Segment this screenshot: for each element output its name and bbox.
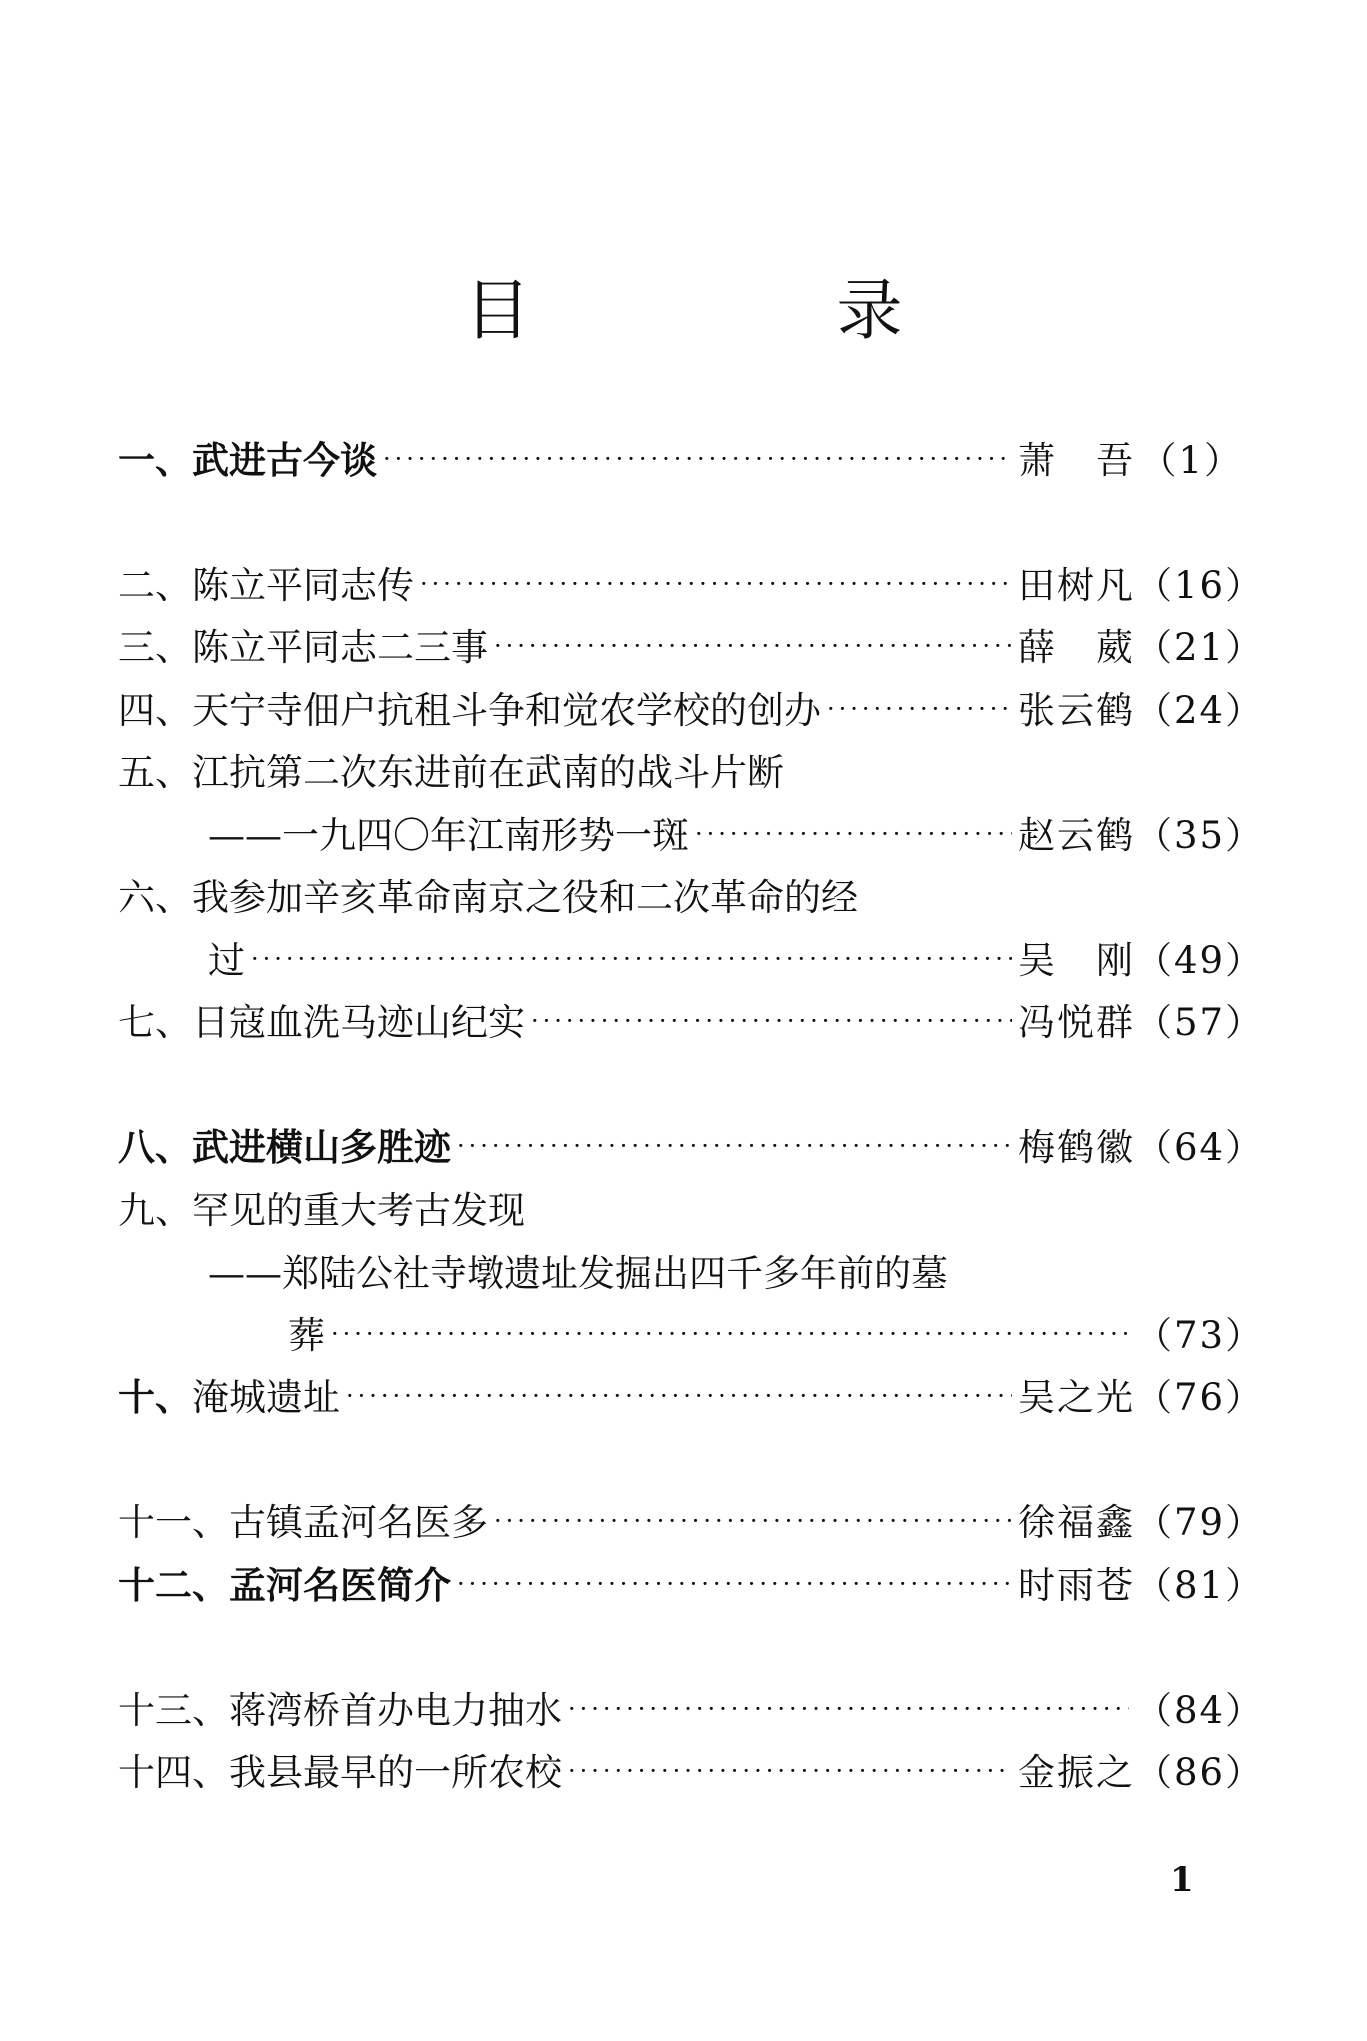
- toc-entry-page: （ 16 ）: [1135, 567, 1243, 604]
- toc-entry-author: 吴之光: [1018, 1375, 1135, 1419]
- toc-entry-number: 八、: [118, 1124, 192, 1169]
- toc-entry-author: 萧 吾: [1018, 438, 1135, 482]
- toc-entry-title: 陈立平同志二三事: [192, 625, 488, 669]
- toc-entry-author: 张云鹤: [1018, 688, 1135, 732]
- toc-entry-number: 十三、: [118, 1688, 229, 1732]
- toc-entry-page: （ 73 ）: [1135, 1317, 1243, 1354]
- toc-entry-subtitle: ——郑陆公社寺墩遗址发掘出四千多年前的墓: [208, 1251, 948, 1295]
- toc-entry-page: （ 64 ）: [1135, 1129, 1243, 1166]
- toc-entry-page: （ 1 ）: [1135, 442, 1243, 479]
- toc-entry-author: 田树凡: [1018, 563, 1135, 607]
- toc-leader-dots: [420, 572, 1012, 609]
- toc-entry-number: 十四、: [118, 1750, 229, 1794]
- toc-entry-continuation: 过: [208, 938, 245, 982]
- toc-entry-9-subtitle-line: [208, 1243, 948, 1303]
- toc-entry-5-title-line: [118, 742, 784, 802]
- toc-entry-8: [118, 1117, 1243, 1177]
- toc-entry-13: [118, 1680, 1243, 1740]
- toc-entry-number: 九、: [118, 1188, 192, 1232]
- toc-entry-title: 武进横山多胜迹: [192, 1124, 451, 1169]
- toc-entry-page: （ 84 ）: [1135, 1692, 1243, 1729]
- toc-entry-title: 古镇孟河名医多: [229, 1500, 488, 1544]
- toc-leader-dots: [346, 1384, 1012, 1421]
- toc-entry-title: 罕见的重大考古发现: [192, 1188, 525, 1232]
- toc-entry-title: 淹城遗址: [192, 1375, 340, 1419]
- toc-leader-dots: [331, 1322, 1129, 1359]
- toc-entry-number: 七、: [118, 1000, 192, 1044]
- page-title: 目 录: [464, 272, 1023, 349]
- toc-entry-11: [118, 1492, 1243, 1552]
- toc-entry-number: 四、: [118, 688, 192, 732]
- toc-entry-page: （ 24 ）: [1135, 692, 1243, 729]
- toc-entry-author: 吴 刚: [1018, 938, 1135, 982]
- toc-entry-5: [208, 805, 1243, 865]
- toc-entry-continuation: 葬: [288, 1313, 325, 1357]
- toc-leader-dots: [568, 1759, 1012, 1796]
- toc-entry-page: （ 76 ）: [1135, 1379, 1243, 1416]
- toc-entry-page: （ 57 ）: [1135, 1004, 1243, 1041]
- toc-entry-subtitle: ——一九四〇年江南形势一斑: [208, 813, 689, 857]
- toc-entry-title: 天宁寺佃户抗租斗争和觉农学校的创办: [192, 688, 821, 732]
- toc-leader-dots: [494, 1509, 1012, 1546]
- toc-entry-12: [118, 1555, 1243, 1615]
- toc-entry-title: 武进古今谈: [192, 437, 377, 482]
- toc-entry-number: 三、: [118, 625, 192, 669]
- toc-entry-number: 十二、: [118, 1562, 229, 1607]
- toc-entry-author: 赵云鹤: [1018, 813, 1135, 857]
- toc-entry-page: （ 81 ）: [1135, 1567, 1243, 1604]
- toc-leader-dots: [494, 634, 1012, 671]
- toc-entry-14: [118, 1742, 1243, 1802]
- toc-entry-author: 徐福鑫: [1018, 1500, 1135, 1544]
- toc-entry-title: 江抗第二次东进前在武南的战斗片断: [192, 750, 784, 794]
- toc-entry-number: 二、: [118, 563, 192, 607]
- toc-leader-dots: [251, 947, 1012, 984]
- toc-entry-author: 时雨苍: [1018, 1563, 1135, 1607]
- page-number: 1: [1170, 1860, 1194, 1900]
- toc-leader-dots: [827, 697, 1012, 734]
- toc-entry-4: [118, 680, 1243, 740]
- toc-entry-title: 陈立平同志传: [192, 563, 414, 607]
- toc-entry-10: [118, 1367, 1243, 1427]
- toc-entry-9-title-line: [118, 1180, 525, 1240]
- toc-leader-dots: [457, 1572, 1012, 1609]
- toc-entry-author: 冯悦群: [1018, 1000, 1135, 1044]
- toc-entry-number: 十一、: [118, 1500, 229, 1544]
- toc-entry-page: （ 35 ）: [1135, 817, 1243, 854]
- toc-entry-number: 六、: [118, 875, 192, 919]
- toc-entry-number: 五、: [118, 750, 192, 794]
- toc-entry-2: [118, 555, 1243, 615]
- toc-entry-6: [208, 930, 1243, 990]
- toc-entry-6-title-line: [118, 867, 858, 927]
- toc-entry-3: [118, 617, 1243, 677]
- toc-entry-author: 金振之: [1018, 1750, 1135, 1794]
- toc-entry-title: 蒋湾桥首办电力抽水: [229, 1688, 562, 1732]
- toc-entry-7: [118, 992, 1243, 1052]
- toc-entry-page: （ 86 ）: [1135, 1754, 1243, 1791]
- toc-entry-page: （ 49 ）: [1135, 942, 1243, 979]
- toc-entry-title: 日寇血洗马迹山纪实: [192, 1000, 525, 1044]
- toc-entry-title: 我参加辛亥革命南京之役和二次革命的经: [192, 875, 858, 919]
- toc-entry-title: 孟河名医简介: [229, 1562, 451, 1607]
- toc-leader-dots: [383, 447, 1012, 484]
- toc-leader-dots: [695, 822, 1012, 859]
- toc-entry-author: 薛 葳: [1018, 625, 1135, 669]
- toc-entry-9: [288, 1305, 1243, 1365]
- toc-entry-number: 一、: [118, 437, 192, 482]
- toc-entry-page: （ 21 ）: [1135, 629, 1243, 666]
- toc-leader-dots: [457, 1134, 1012, 1171]
- toc-leader-dots: [531, 1009, 1012, 1046]
- toc-entry-title: 我县最早的一所农校: [229, 1750, 562, 1794]
- toc-entry-author: 梅鹤徽: [1018, 1125, 1135, 1169]
- toc-entry-number: 十、: [118, 1374, 192, 1419]
- toc-entry-1: [118, 430, 1243, 490]
- toc-leader-dots: [568, 1697, 1129, 1734]
- toc-entry-page: （ 79 ）: [1135, 1504, 1243, 1541]
